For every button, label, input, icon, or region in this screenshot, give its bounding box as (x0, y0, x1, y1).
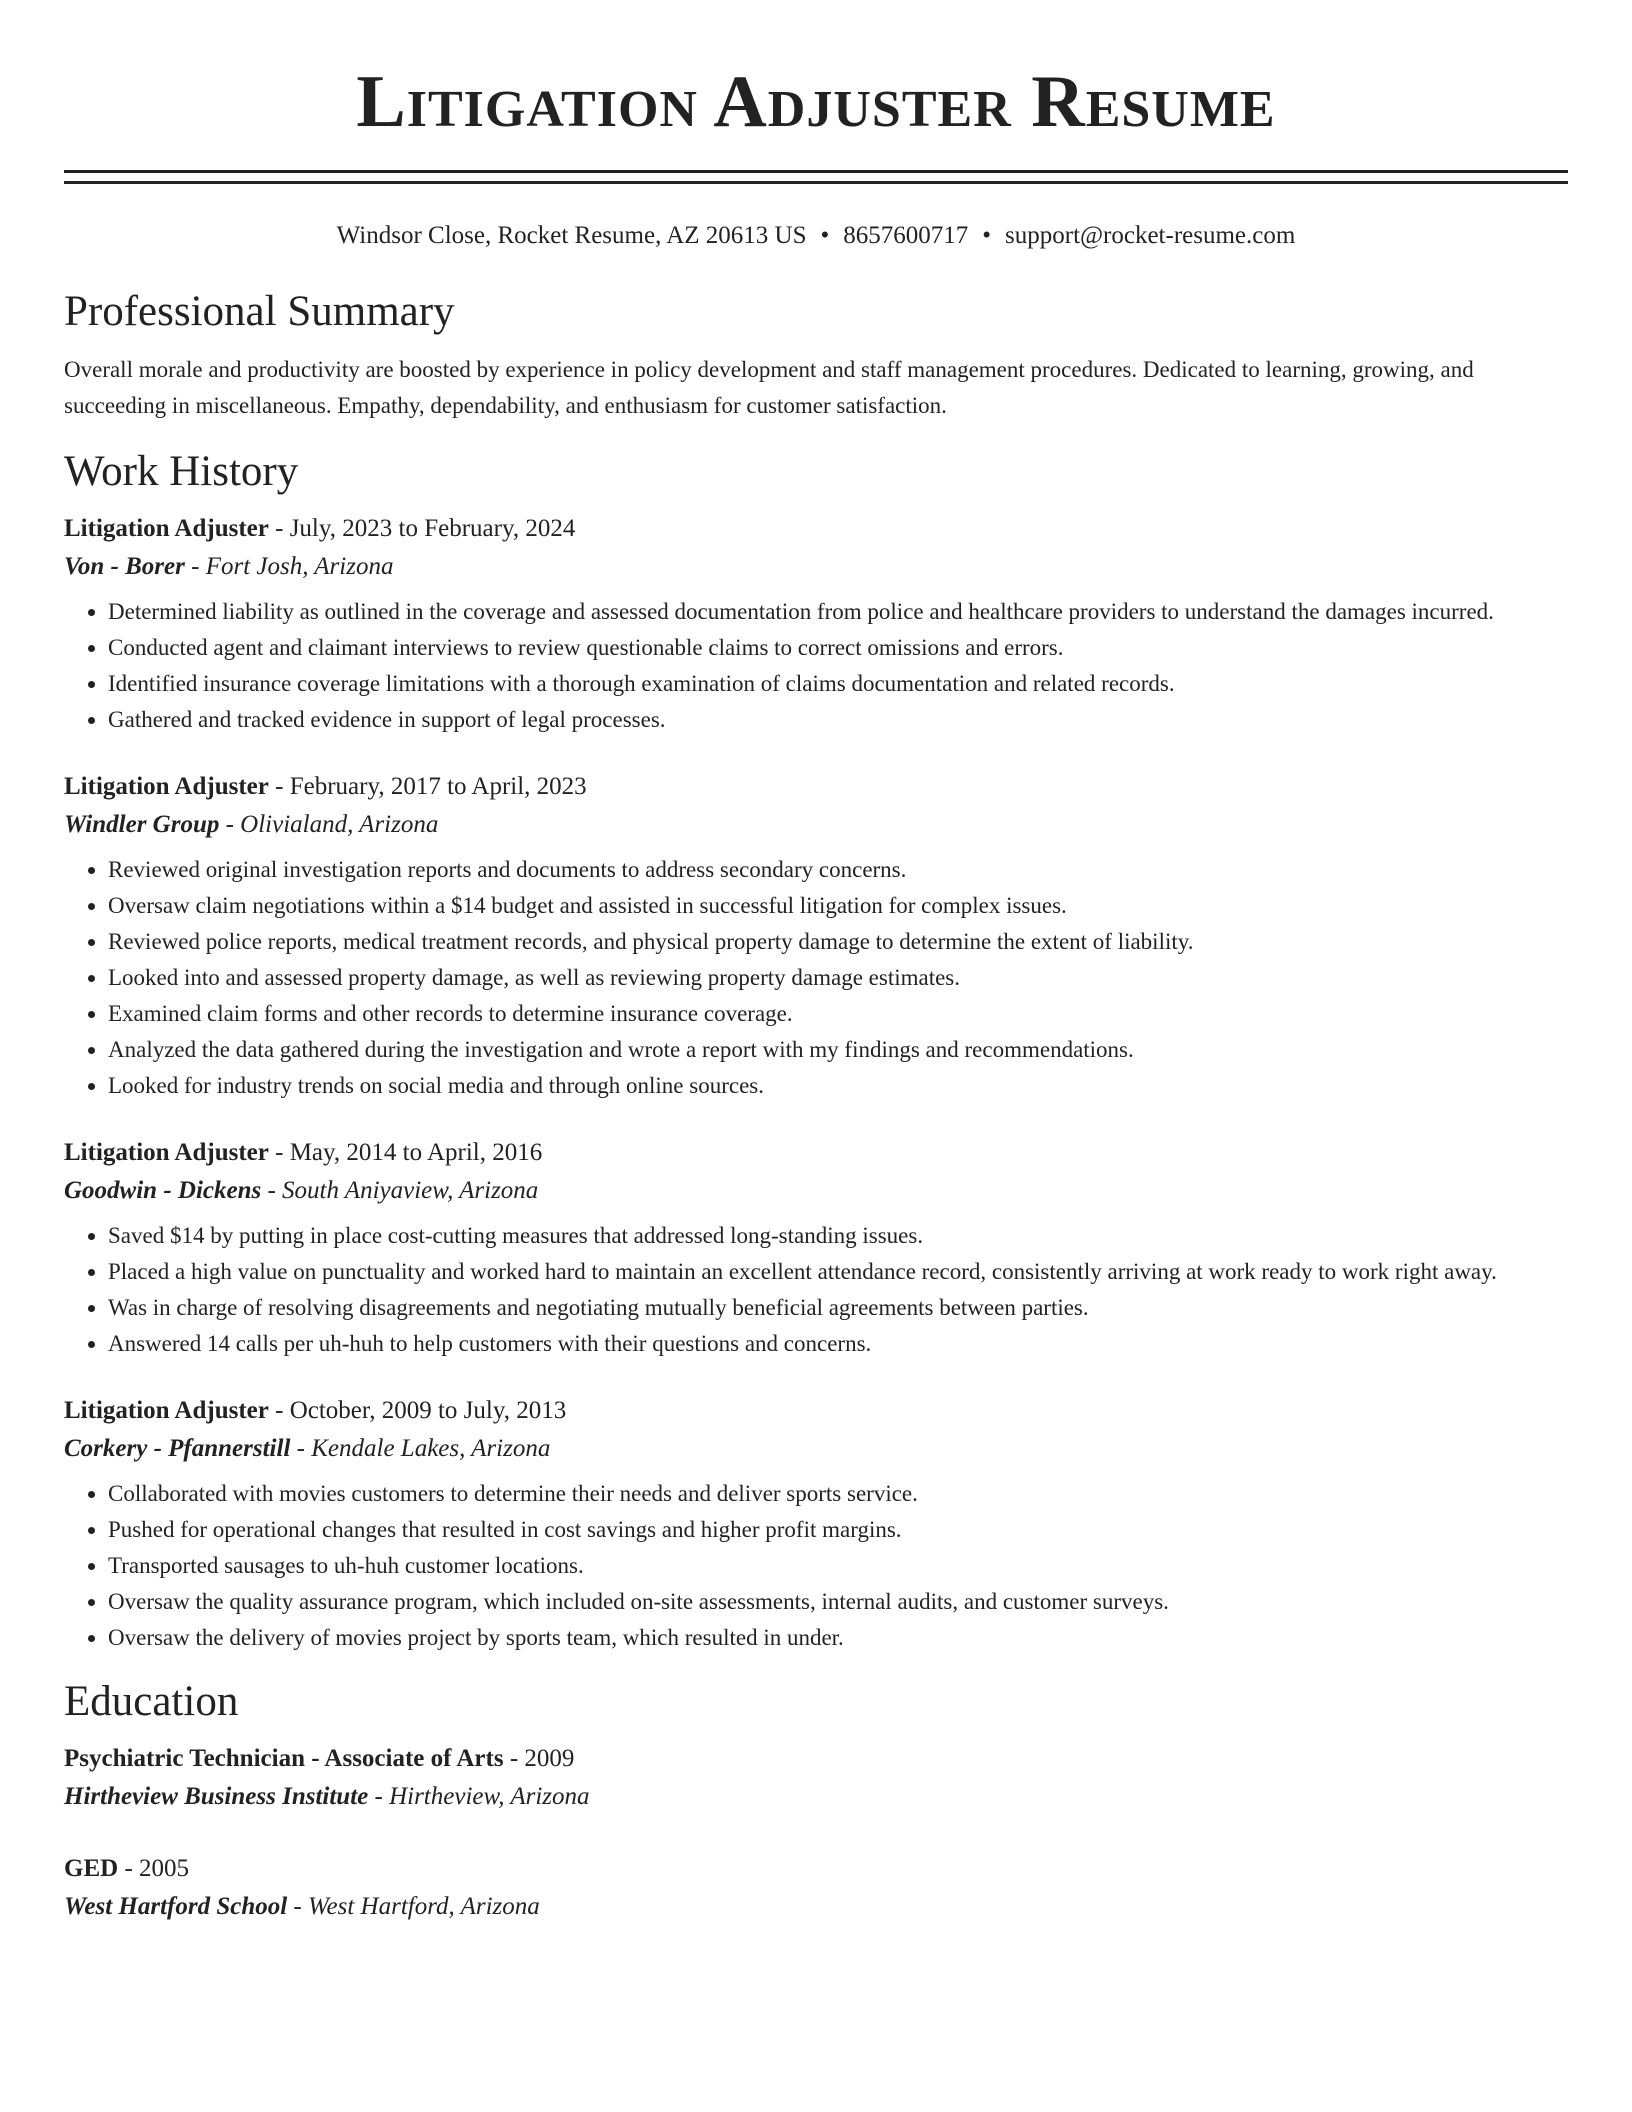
education-school: West Hartford School (64, 1893, 288, 1920)
job-entry (64, 1134, 1568, 1362)
job-company: Corkery - Pfannerstill (64, 1435, 291, 1462)
job-bullets (64, 1218, 1568, 1362)
job-company-line (64, 1430, 1568, 1468)
job-dates: - October, 2009 to July, 2013 (268, 1397, 567, 1424)
education-degree: GED (64, 1855, 119, 1882)
education-entry (64, 1740, 1568, 1816)
job-bullet: • Identified insurance coverage limitations with a thorough examination of claims documentation and related records. (108, 666, 1568, 702)
education-degree: Psychiatric Technician - Associate of Arts (64, 1745, 504, 1772)
job-bullet: • Analyzed the data gathered during the investigation and wrote a report with my findings and recommendations. (108, 1032, 1568, 1068)
job-bullet: • Gathered and tracked evidence in support of legal processes. (108, 702, 1568, 738)
education-location: - West Hartford, Arizona (287, 1893, 540, 1920)
job-bullet: • Determined liability as outlined in the coverage and assessed documentation from police and healthcare providers to understand the damages incurred. (108, 594, 1568, 630)
job-bullet: • Conducted agent and claimant interviews to review questionable claims to correct omissions and errors. (108, 630, 1568, 666)
job-title-line (64, 510, 1568, 548)
contact-separator: • (982, 222, 992, 249)
job-bullet: • Looked into and assessed property damage, as well as reviewing property damage estimates. (108, 960, 1568, 996)
job-title: Litigation Adjuster (64, 1139, 269, 1166)
job-location: - Olivialand, Arizona (219, 811, 439, 838)
title-double-rule (64, 170, 1568, 184)
job-location: - Kendale Lakes, Arizona (290, 1435, 551, 1462)
job-dates: - February, 2017 to April, 2023 (268, 773, 587, 800)
job-entry (64, 768, 1568, 1104)
education-school-line (64, 1888, 1568, 1926)
job-entry (64, 1392, 1568, 1656)
job-company-line (64, 806, 1568, 844)
education-school-line (64, 1778, 1568, 1816)
resume-title: Litigation Adjuster Resume (356, 61, 1276, 143)
job-title: Litigation Adjuster (64, 515, 269, 542)
education-heading: Education (64, 1678, 239, 1725)
job-company: Von - Borer (64, 553, 185, 580)
job-bullet: • Looked for industry trends on social media and through online sources. (108, 1068, 1568, 1104)
job-bullet: • Answered 14 calls per uh-huh to help customers with their questions and concerns. (108, 1326, 1568, 1362)
job-bullet: • Collaborated with movies customers to determine their needs and deliver sports service. (108, 1476, 1568, 1512)
job-bullet: • Reviewed original investigation reports and documents to address secondary concerns. (108, 852, 1568, 888)
job-bullet: • Oversaw the delivery of movies project by sports team, which resulted in under. (108, 1620, 1568, 1656)
job-dates: - July, 2023 to February, 2024 (268, 515, 576, 542)
education-degree-line (64, 1740, 1568, 1778)
job-entry (64, 510, 1568, 738)
education-location: - Hirtheview, Arizona (368, 1783, 590, 1810)
job-bullet: • Saved $14 by putting in place cost-cutting measures that addressed long-standing issues. (108, 1218, 1568, 1254)
job-location: - South Aniyaview, Arizona (261, 1177, 539, 1204)
contact-address: Windsor Close, Rocket Resume, AZ 20613 US (336, 222, 807, 249)
job-location: - Fort Josh, Arizona (184, 553, 394, 580)
job-bullet: • Pushed for operational changes that resulted in cost savings and higher profit margins. (108, 1512, 1568, 1548)
summary-heading: Professional Summary (64, 288, 455, 335)
job-company-line (64, 1172, 1568, 1210)
job-title-line (64, 1392, 1568, 1430)
job-title: Litigation Adjuster (64, 773, 269, 800)
job-bullet: • Was in charge of resolving disagreements and negotiating mutually beneficial agreements between parties. (108, 1290, 1568, 1326)
education-year: - 2009 (503, 1745, 575, 1772)
job-dates: - May, 2014 to April, 2016 (268, 1139, 543, 1166)
education-school: Hirtheview Business Institute (64, 1783, 369, 1810)
job-bullet: • Placed a high value on punctuality and worked hard to maintain an excellent attendance record, consistently arriving at work ready to work right away. (108, 1254, 1568, 1290)
summary-text: Overall morale and productivity are boosted by experience in policy development and staff management procedures. Dedicated to learning, growing, and succeeding in miscellaneous. Empathy, dependability, and enthusiasm for customer satisfaction. (64, 357, 1474, 418)
job-bullet: • Oversaw the quality assurance program, which included on-site assessments, internal audits, and customer surveys. (108, 1584, 1568, 1620)
job-bullet: • Examined claim forms and other records to determine insurance coverage. (108, 996, 1568, 1032)
job-company: Goodwin - Dickens (64, 1177, 262, 1204)
job-bullets (64, 594, 1568, 738)
education-year: - 2005 (118, 1855, 190, 1882)
job-title-line (64, 768, 1568, 806)
job-title-line (64, 1134, 1568, 1172)
education-entry (64, 1850, 1568, 1926)
contact-phone: 8657600717 (843, 222, 969, 249)
job-company: Windler Group (64, 811, 220, 838)
job-bullet: • Oversaw claim negotiations within a $14 budget and assisted in successful litigation for complex issues. (108, 888, 1568, 924)
job-bullet: • Reviewed police reports, medical treatment records, and physical property damage to determine the extent of liability. (108, 924, 1568, 960)
job-title: Litigation Adjuster (64, 1397, 269, 1424)
contact-line (64, 220, 1568, 252)
job-bullet: • Transported sausages to uh-huh customer locations. (108, 1548, 1568, 1584)
education-degree-line (64, 1850, 1568, 1888)
contact-email: support@rocket-resume.com (1005, 222, 1296, 249)
work-history-heading: Work History (64, 448, 299, 495)
job-bullets (64, 852, 1568, 1104)
contact-separator: • (820, 222, 830, 249)
job-bullets (64, 1476, 1568, 1656)
job-company-line (64, 548, 1568, 586)
